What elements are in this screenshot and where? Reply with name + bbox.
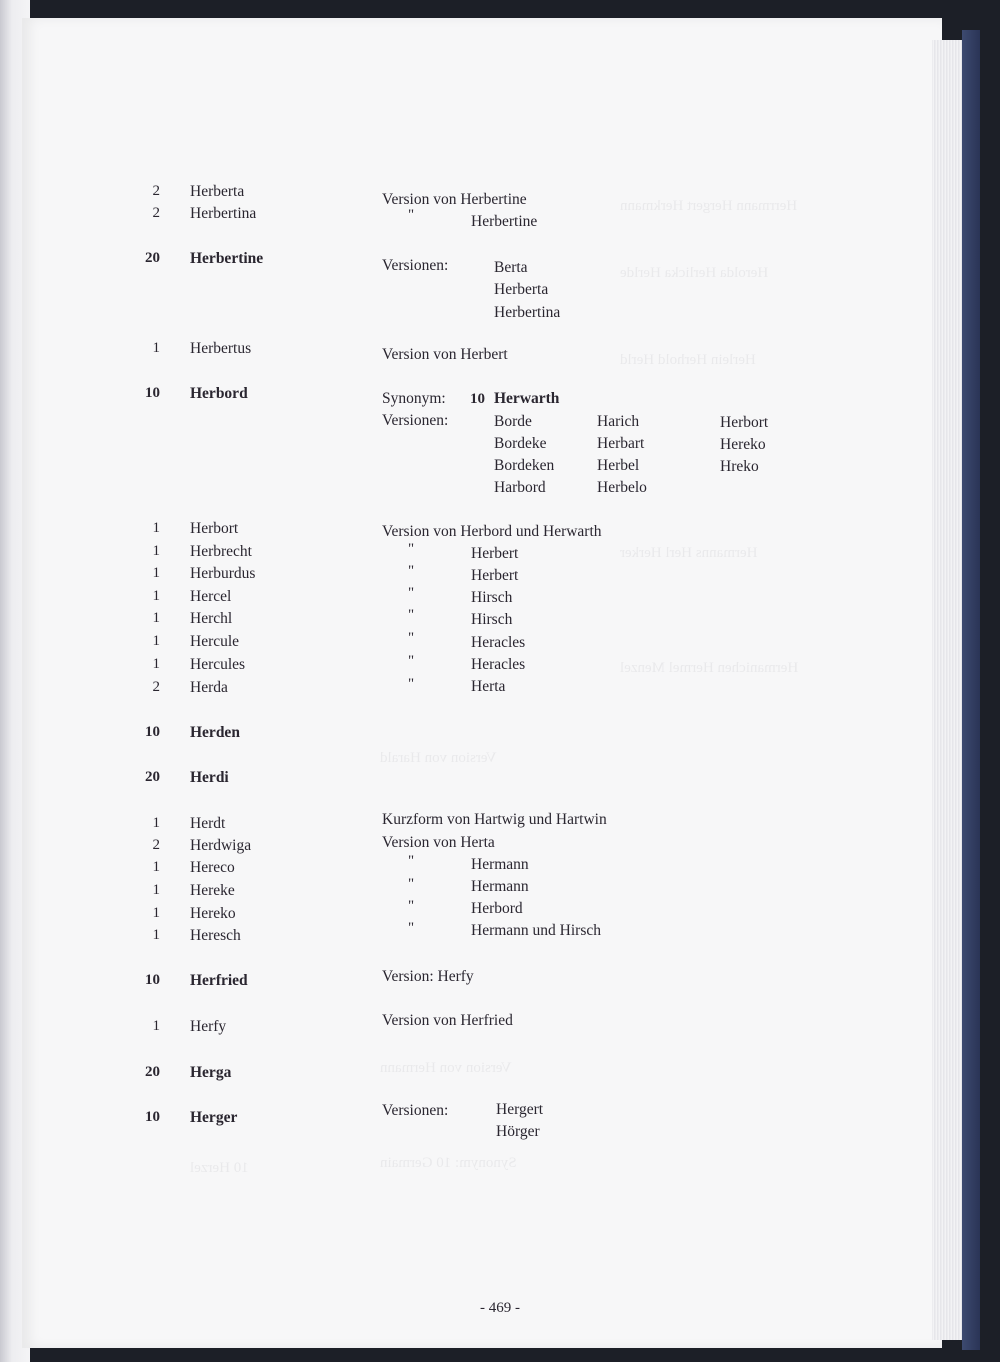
version-item: Herbort	[720, 414, 769, 431]
entry-reference: Herbord	[471, 900, 523, 917]
version-item: Herbel	[597, 457, 640, 474]
entry-name: Herdt	[190, 815, 226, 832]
entry-reference: Herbertine	[471, 213, 538, 230]
entry-name: Herberta	[190, 183, 245, 200]
entry-count: 1	[152, 815, 160, 831]
ditto-mark: "	[408, 876, 415, 892]
entry-description: Version von Herbord und Herwarth	[382, 523, 602, 540]
entry-count: 2	[152, 183, 160, 199]
entry-reference: Hirsch	[471, 611, 513, 628]
entry-description: Versionen:	[382, 257, 449, 274]
version-item: Bordeken	[494, 457, 555, 474]
entry-name: Herbord	[190, 385, 248, 402]
show-through-text: Version von Hermann	[380, 1060, 512, 1076]
show-through-text: Hermanns Herl Herker	[620, 545, 758, 561]
entry-name: Herbertina	[190, 205, 257, 222]
entry-count: 10	[145, 385, 160, 401]
entry-reference: Hermann	[471, 856, 529, 873]
version-item: Herbertina	[494, 304, 561, 321]
entry-name: Herdi	[190, 769, 229, 786]
ditto-mark: "	[408, 898, 415, 914]
entry-reference: Herta	[471, 678, 506, 695]
ditto-mark: "	[408, 676, 415, 692]
ditto-mark: "	[408, 207, 415, 223]
entry-description: Version von Herbert	[382, 346, 508, 363]
entry-count: 10	[145, 972, 160, 988]
entry-reference: Hirsch	[471, 589, 513, 606]
entry-description: Versionen:	[382, 412, 449, 429]
entry-count: 20	[145, 250, 160, 266]
entry-count: 1	[152, 565, 160, 581]
entry-count: 1	[152, 1018, 160, 1034]
entry-description: Versionen:	[382, 1102, 449, 1119]
book-cover-edge	[962, 30, 980, 1350]
entry-name: Herfried	[190, 972, 248, 989]
version-item: Hergert	[496, 1101, 544, 1118]
entry-reference: Herbert	[471, 567, 519, 584]
version-item: Berta	[494, 259, 528, 276]
version-item: Herbelo	[597, 479, 647, 496]
version-item: Bordeke	[494, 435, 547, 452]
entry-count: 1	[152, 927, 160, 943]
entry-count: 1	[152, 520, 160, 536]
synonym-label: Synonym:	[382, 390, 446, 407]
version-item: Hereko	[720, 436, 766, 453]
version-item: Harbord	[494, 479, 546, 496]
entry-count: 10	[145, 724, 160, 740]
entry-reference: Hermann und Hirsch	[471, 922, 601, 939]
version-item: Hreko	[720, 458, 759, 475]
version-item: Borde	[494, 413, 532, 430]
entry-reference: Heracles	[471, 656, 526, 673]
version-item: Harich	[597, 413, 640, 430]
entry-name: Herga	[190, 1064, 232, 1081]
entry-count: 1	[152, 859, 160, 875]
synonym-count: 10	[470, 391, 485, 407]
entry-reference: Hermann	[471, 878, 529, 895]
entry-count: 1	[152, 905, 160, 921]
show-through-text: Herrmann Hergert Herkmann	[620, 198, 798, 214]
entry-name: Hereko	[190, 905, 236, 922]
entry-count: 1	[152, 656, 160, 672]
entry-reference: Herbert	[471, 545, 519, 562]
entry-description: Kurzform von Hartwig und Hartwin	[382, 811, 607, 828]
version-item: Herbart	[597, 435, 645, 452]
ditto-mark: "	[408, 585, 415, 601]
ditto-mark: "	[408, 630, 415, 646]
version-item: Hörger	[496, 1123, 540, 1140]
page-number: - 469 -	[480, 1300, 520, 1316]
entry-description: Version von Herfried	[382, 1012, 513, 1029]
entry-name: Herbertus	[190, 340, 252, 357]
entry-description: Version: Herfy	[382, 968, 474, 985]
entry-name: Herbort	[190, 520, 239, 537]
entry-description: Version von Herta	[382, 834, 495, 851]
show-through-text: Synonym: 10 Germain	[380, 1155, 517, 1171]
entry-count: 2	[152, 837, 160, 853]
entry-count: 1	[152, 543, 160, 559]
entry-name: Herdwiga	[190, 837, 252, 854]
ditto-mark: "	[408, 607, 415, 623]
entry-count: 1	[152, 340, 160, 356]
entry-count: 2	[152, 205, 160, 221]
entry-count: 1	[152, 882, 160, 898]
entry-name: Hereco	[190, 859, 235, 876]
entry-count: 1	[152, 610, 160, 626]
entry-name: Herda	[190, 679, 228, 696]
entry-name: Hercule	[190, 633, 240, 650]
entry-name: Heresch	[190, 927, 241, 944]
entry-count: 20	[145, 769, 160, 785]
entry-name: Hereke	[190, 882, 235, 899]
entry-name: Herbertine	[190, 250, 264, 267]
ditto-mark: "	[408, 541, 415, 557]
entry-description: Version von Herbertine	[382, 191, 527, 208]
show-through-text: Herolda Herlicka Herlde	[620, 265, 769, 281]
ditto-mark: "	[408, 653, 415, 669]
version-item: Herberta	[494, 281, 549, 298]
entry-name: Hercel	[190, 588, 232, 605]
entry-count: 1	[152, 633, 160, 649]
entry-name: Hercules	[190, 656, 246, 673]
entry-count: 2	[152, 679, 160, 695]
ditto-mark: "	[408, 563, 415, 579]
entry-name: Herbrecht	[190, 543, 252, 560]
synonym-name: Herwarth	[494, 390, 560, 407]
entry-count: 10	[145, 1109, 160, 1125]
ditto-mark: "	[408, 853, 415, 869]
entry-name: Herden	[190, 724, 240, 741]
entry-name: Herchl	[190, 610, 233, 627]
entry-name: Herger	[190, 1109, 238, 1126]
entry-count: 1	[152, 588, 160, 604]
entry-name: Herburdus	[190, 565, 256, 582]
entry-name: Herfy	[190, 1018, 227, 1035]
show-through-text: Herlein Herhold Herld	[620, 352, 756, 368]
show-through-text: 10 Herzel	[190, 1160, 249, 1176]
show-through-text: Version von Harald	[380, 750, 497, 766]
entry-count: 20	[145, 1064, 160, 1080]
ditto-mark: "	[408, 920, 415, 936]
show-through-text: Hermanichen Hermel Menzel	[620, 660, 799, 676]
entry-reference: Heracles	[471, 634, 526, 651]
